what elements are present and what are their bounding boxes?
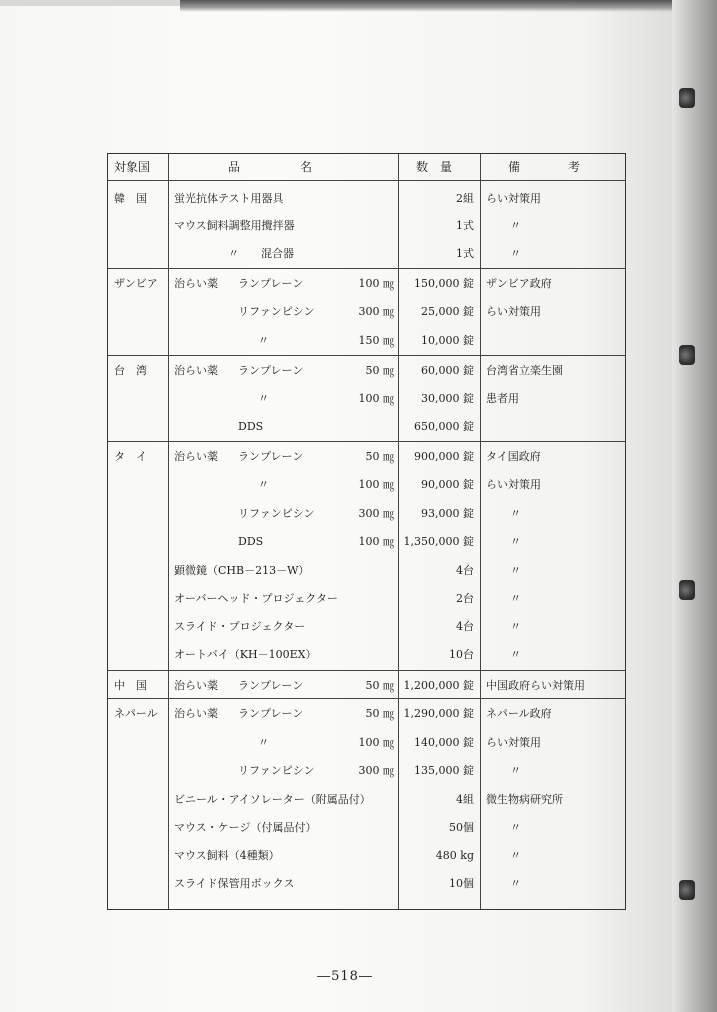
remarks-cell: 〃	[510, 849, 521, 862]
quantity-cell: 60,000 錠	[421, 364, 474, 377]
quantity-cell: 140,000 錠	[414, 736, 474, 749]
binder-ring-icon	[679, 580, 695, 600]
quantity-cell: 900,000 錠	[414, 450, 474, 463]
item-name-cell: 〃	[258, 392, 269, 405]
quantity-cell: 10台	[449, 648, 474, 661]
quantity-cell: 1式	[456, 219, 474, 232]
country-cell: タ イ	[114, 450, 147, 463]
quantity-cell: 2組	[456, 192, 474, 205]
dose-cell: 300 ㎎	[358, 305, 394, 318]
quantity-cell: 93,000 錠	[421, 507, 474, 520]
remarks-cell: らい対策用	[486, 736, 541, 749]
remarks-cell: 〃	[510, 564, 521, 577]
dose-cell: 100 ㎎	[358, 535, 394, 548]
dose-cell: 50 ㎎	[365, 364, 394, 377]
header-quantity: 数 量	[416, 160, 453, 174]
remarks-cell: 〃	[510, 648, 521, 661]
item-name-cell: ランプレーン	[238, 707, 304, 720]
item-name-cell: マウス飼料調整用攪拌器	[174, 219, 295, 232]
country-cell: ザンビア	[114, 277, 158, 290]
quantity-cell: 1,350,000 錠	[403, 535, 474, 548]
dose-cell: 100 ㎎	[358, 392, 394, 405]
binder-edge	[672, 0, 717, 1012]
item-name-cell: 〃 混合器	[228, 247, 294, 260]
remarks-cell: 〃	[510, 247, 521, 260]
dose-cell: 50 ㎎	[365, 707, 394, 720]
item-name-cell: リファンピシン	[238, 764, 315, 777]
remarks-cell: 微生物病研究所	[486, 793, 563, 806]
dose-cell: 150 ㎎	[358, 334, 394, 347]
quantity-cell: 650,000 錠	[414, 420, 474, 433]
dose-cell: 100 ㎎	[358, 736, 394, 749]
quantity-cell: 1,200,000 錠	[403, 679, 474, 692]
item-name-cell: マウス・ケージ（付属品付）	[174, 821, 317, 834]
remarks-cell: 中国政府らい対策用	[486, 679, 585, 692]
scan-shadow	[180, 0, 717, 12]
dose-cell: 100 ㎎	[358, 277, 394, 290]
country-cell: 台 湾	[114, 364, 147, 377]
item-prefix-cell: 治らい薬	[174, 277, 218, 290]
header-country: 対象国	[114, 160, 151, 174]
quantity-cell: 135,000 錠	[414, 764, 474, 777]
supplies-table	[107, 153, 626, 910]
remarks-cell: ネパール政府	[486, 707, 552, 720]
quantity-cell: 10個	[449, 877, 474, 890]
item-name-cell: スライド保管用ボックス	[174, 877, 295, 890]
header-remarks: 備 考	[508, 160, 581, 174]
quantity-cell: 150,000 錠	[414, 277, 474, 290]
document-page	[0, 6, 690, 1012]
remarks-cell: 〃	[510, 592, 521, 605]
remarks-cell: 〃	[510, 821, 521, 834]
quantity-cell: 1式	[456, 247, 474, 260]
quantity-cell: 4台	[456, 564, 474, 577]
item-name-cell: 蛍光抗体テスト用器具	[174, 192, 284, 205]
item-name-cell: 〃	[258, 478, 269, 491]
binder-ring-icon	[679, 880, 695, 900]
section-divider	[108, 670, 625, 671]
page-number: ―518―	[317, 969, 373, 984]
dose-cell: 100 ㎎	[358, 478, 394, 491]
country-cell: 中 国	[114, 679, 147, 692]
section-divider	[108, 355, 625, 356]
quantity-cell: 2台	[456, 592, 474, 605]
binder-ring-icon	[679, 88, 695, 108]
quantity-cell: 25,000 錠	[421, 305, 474, 318]
section-divider	[108, 268, 625, 269]
item-prefix-cell: 治らい薬	[174, 364, 218, 377]
item-name-cell: オーバーヘッド・プロジェクター	[174, 592, 339, 605]
item-name-cell: スライド・プロジェクター	[174, 620, 306, 633]
item-name-cell: DDS	[238, 420, 264, 433]
item-name-cell: 〃	[258, 334, 269, 347]
quantity-cell: 10,000 錠	[421, 334, 474, 347]
quantity-cell: 4組	[456, 793, 474, 806]
dose-cell: 300 ㎎	[358, 764, 394, 777]
item-name-cell: ビニール・アイソレーター（附属品付）	[174, 793, 371, 806]
remarks-cell: 〃	[510, 764, 521, 777]
item-prefix-cell: 治らい薬	[174, 679, 218, 692]
remarks-cell: 〃	[510, 877, 521, 890]
item-name-cell: 顕微鏡（CHB－213－W）	[174, 564, 310, 577]
remarks-cell: 〃	[510, 507, 521, 520]
item-name-cell: ランプレーン	[238, 364, 304, 377]
remarks-cell: ザンビア政府	[486, 277, 552, 290]
remarks-cell: 患者用	[486, 392, 519, 405]
dose-cell: 300 ㎎	[358, 507, 394, 520]
remarks-cell: らい対策用	[486, 478, 541, 491]
item-name-cell: マウス飼料（4種類）	[174, 849, 280, 862]
dose-cell: 50 ㎎	[365, 679, 394, 692]
remarks-cell: らい対策用	[486, 305, 541, 318]
item-name-cell: オートバイ（KH－100EX）	[174, 648, 317, 661]
country-cell: 韓 国	[114, 192, 147, 205]
binder-ring-icon	[679, 345, 695, 365]
dose-cell: 50 ㎎	[365, 450, 394, 463]
section-divider	[108, 698, 625, 699]
item-name-cell: DDS	[238, 535, 264, 548]
item-name-cell: リファンピシン	[238, 507, 315, 520]
remarks-cell: 〃	[510, 535, 521, 548]
item-name-cell: リファンピシン	[238, 305, 315, 318]
item-name-cell: 〃	[258, 736, 269, 749]
quantity-cell: 30,000 錠	[421, 392, 474, 405]
quantity-cell: 4台	[456, 620, 474, 633]
remarks-cell: らい対策用	[486, 192, 541, 205]
country-cell: ネパール	[114, 707, 158, 720]
remarks-cell: 台湾省立楽生園	[486, 364, 563, 377]
item-name-cell: ランプレーン	[238, 277, 304, 290]
header-divider	[108, 180, 625, 181]
item-prefix-cell: 治らい薬	[174, 707, 218, 720]
item-prefix-cell: 治らい薬	[174, 450, 218, 463]
section-divider	[108, 441, 625, 442]
quantity-cell: 1,290,000 錠	[403, 707, 474, 720]
remarks-cell: タイ国政府	[486, 450, 541, 463]
remarks-cell: 〃	[510, 620, 521, 633]
quantity-cell: 90,000 錠	[421, 478, 474, 491]
quantity-cell: 50個	[449, 821, 474, 834]
item-name-cell: ランプレーン	[238, 679, 304, 692]
remarks-cell: 〃	[510, 219, 521, 232]
quantity-cell: 480 kg	[435, 849, 474, 862]
item-name-cell: ランプレーン	[238, 450, 304, 463]
header-item: 品 名	[228, 160, 313, 174]
